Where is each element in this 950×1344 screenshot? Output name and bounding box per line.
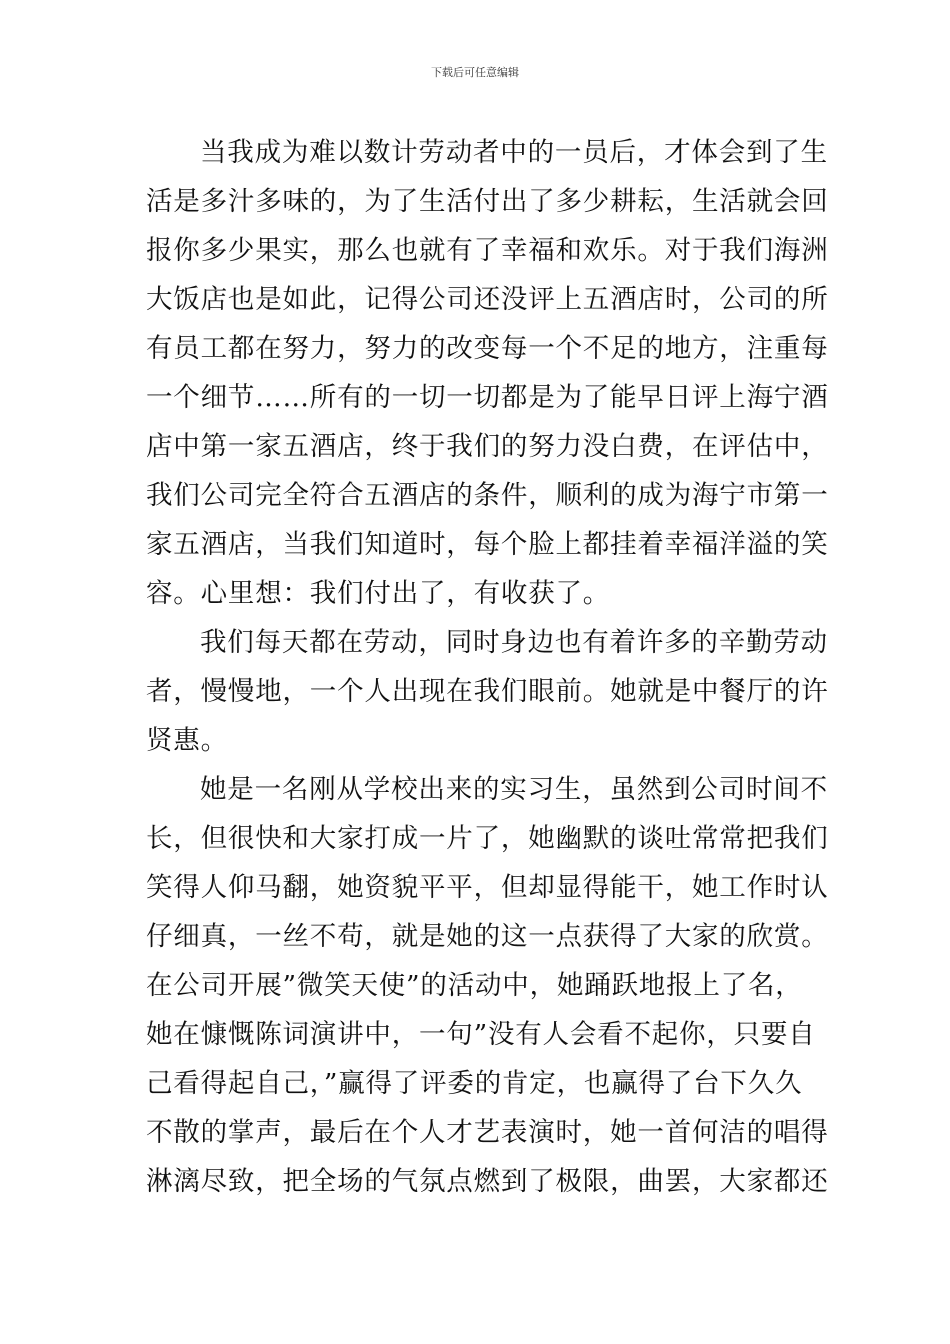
- paragraph-1-line: 我们公司完全符合五酒店的条件，顺利的成为海宁市第一: [146, 480, 829, 511]
- paragraph-1-line: 店中第一家五酒店，终于我们的努力没白费，在评估中，: [146, 431, 829, 462]
- paragraph-2-line: 贤惠。: [146, 725, 228, 756]
- paragraph-3-line: 她是一名刚从学校出来的实习生，虽然到公司时间不: [200, 774, 828, 805]
- paragraph-3-line: 在公司开展”微笑天使”的活动中，她踊跃地报上了名，: [146, 970, 803, 1001]
- paragraph-3-line: 不散的掌声，最后在个人才艺表演时，她一首何洁的唱得: [146, 1117, 829, 1148]
- paragraph-1-line: 活是多汁多味的，为了生活付出了多少耕耘，生活就会回: [146, 186, 829, 217]
- paragraph-2-line: 我们每天都在劳动，同时身边也有着许多的辛勤劳动: [200, 627, 828, 658]
- paragraph-1-line: 有员工都在努力，努力的改变每一个不足的地方，注重每: [146, 333, 829, 364]
- paragraph-3-line: 淋漓尽致，把全场的气氛点燃到了极限，曲罢，大家都还: [146, 1166, 829, 1197]
- paragraph-3-line: 己看得起自己，”赢得了评委的肯定，也赢得了台下久久: [146, 1068, 803, 1099]
- paragraph-3-line: 她在慷慨陈词演讲中，一句”没有人会看不起你，只要自: [146, 1019, 816, 1050]
- paragraph-1-line: 报你多少果实，那么也就有了幸福和欢乐。对于我们海洲: [146, 235, 829, 266]
- paragraph-1-line: 容。心里想：我们付出了，有收获了。: [146, 578, 611, 609]
- paragraph-3-line: 仔细真，一丝不苟，就是她的这一点获得了大家的欣赏。: [146, 921, 829, 952]
- paragraph-3-line: 长，但很快和大家打成一片了，她幽默的谈吐常常把我们: [146, 823, 829, 854]
- paragraph-3-line: 笑得人仰马翻，她资貌平平，但却显得能干，她工作时认: [146, 872, 829, 903]
- paragraph-1-line: 当我成为难以数计劳动者中的一员后，才体会到了生: [200, 137, 828, 168]
- paragraph-1-line: 大饭店也是如此，记得公司还没评上五酒店时，公司的所: [146, 284, 829, 315]
- body-text: [146, 128, 829, 1206]
- paragraph-1-line: 一个细节……所有的一切一切都是为了能早日评上海宁酒: [146, 382, 829, 413]
- paragraph-2-line: 者，慢慢地，一个人出现在我们眼前。她就是中餐厅的许: [146, 676, 829, 707]
- paragraph-1-line: 家五酒店，当我们知道时，每个脸上都挂着幸福洋溢的笑: [146, 529, 829, 560]
- page-header-note: 下载后可任意编辑: [431, 66, 519, 79]
